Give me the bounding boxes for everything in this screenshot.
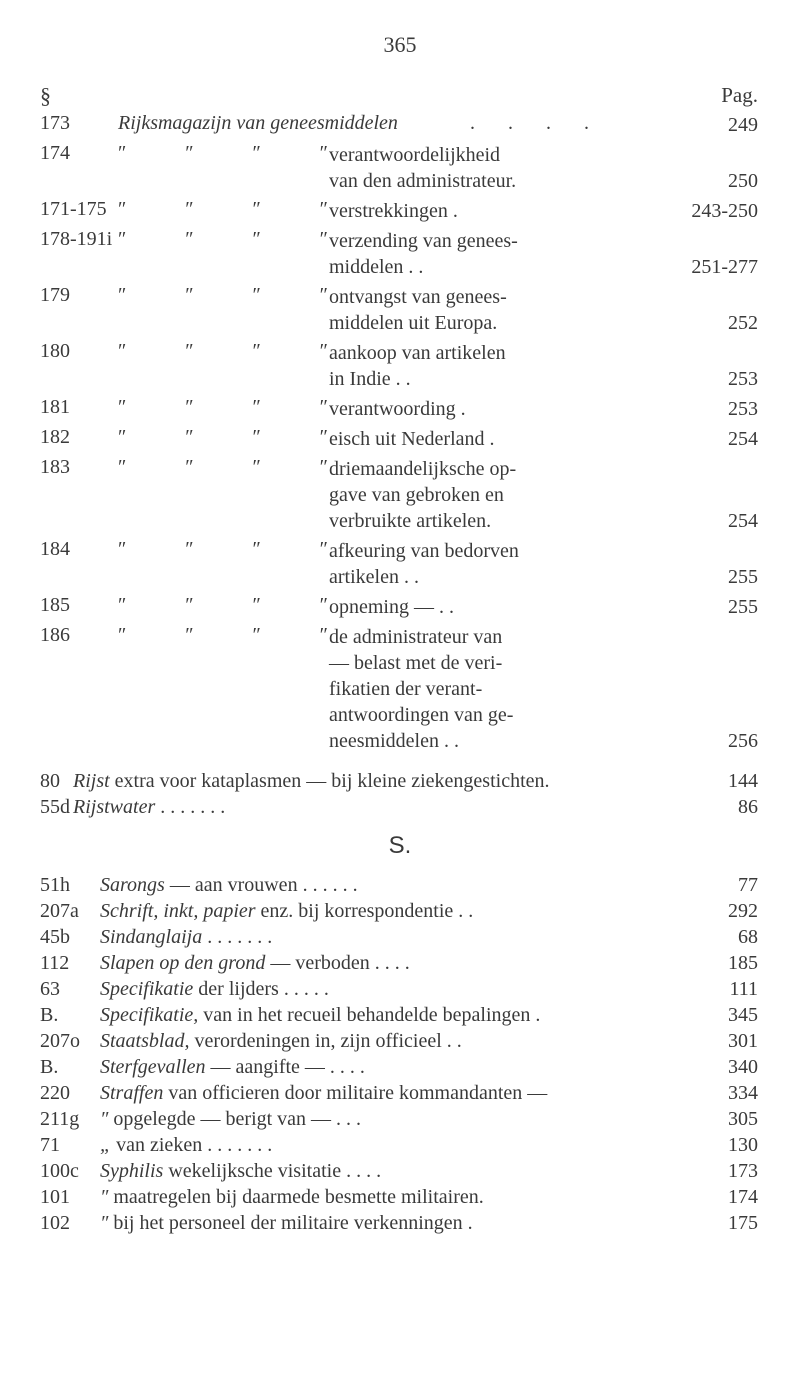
entry-page: 173: [728, 1160, 758, 1182]
entry-page: 86: [738, 796, 758, 818]
index-entry: [0, 340, 800, 392]
index-entry: [0, 1158, 800, 1184]
ditto-mark: ″: [319, 340, 328, 362]
ditto-mark: ″: [118, 198, 127, 220]
ditto-mark: ″: [118, 340, 127, 362]
ditto-mark: ″: [252, 624, 261, 646]
entry-text: verordeningen in, zijn officieel . .: [189, 1030, 462, 1052]
entry-description-line: gave van gebroken en: [329, 484, 504, 506]
entry-description-line: eisch uit Nederland .: [329, 428, 495, 450]
entry-subject: Slapen op den grond: [100, 952, 266, 974]
entry-description-line: antwoordingen van ge-: [329, 704, 514, 726]
ditto-marks: [118, 340, 328, 363]
entry-page: 253: [728, 368, 758, 390]
entry-description-line: artikelen . .: [329, 566, 419, 588]
index-entry: [0, 538, 800, 590]
ditto-mark: ″: [319, 198, 328, 220]
ditto-marks: [118, 142, 328, 165]
ditto-mark: ″: [319, 594, 328, 616]
entry-number: 181: [40, 396, 70, 418]
entry-description-line: in Indie . .: [329, 368, 411, 390]
index-entry: [0, 976, 800, 1002]
index-entry: [0, 1106, 800, 1132]
index-entry: [0, 898, 800, 924]
ditto-mark: ″: [252, 456, 261, 478]
entry-page: 252: [728, 312, 758, 334]
ditto-mark: ″: [319, 142, 328, 164]
entry-number: 63: [40, 978, 60, 1000]
ditto-marks: [118, 624, 328, 647]
entry-description-line: de administrateur van: [329, 626, 503, 648]
entry-description-line: verstrekkingen .: [329, 200, 458, 222]
ditto-mark: ″: [252, 198, 261, 220]
ditto-marks: [118, 198, 328, 221]
ditto-mark: ″: [185, 284, 194, 306]
index-entry: [0, 396, 800, 422]
entry-subject: Rijksmagazijn van geneesmiddelen: [118, 112, 398, 134]
index-entry: [0, 950, 800, 976]
index-entry: [0, 284, 800, 336]
ditto-marks: [118, 228, 328, 251]
entry-page: 255: [728, 566, 758, 588]
index-entry: [0, 1184, 800, 1210]
entry-number: 185: [40, 594, 70, 616]
entry-subject: Sterfgevallen: [100, 1056, 206, 1078]
entry-page: 254: [728, 428, 758, 450]
ditto-marks: [118, 426, 328, 449]
entry-number: 182: [40, 426, 70, 448]
entry-page: 334: [728, 1082, 758, 1104]
entry-text: — aangifte — . . . .: [205, 1056, 365, 1078]
entry-page: 340: [728, 1056, 758, 1078]
entry-number: 174: [40, 142, 70, 164]
entry-description-line: ontvangst van genees-: [329, 286, 507, 308]
index-entry: [0, 768, 800, 794]
entry-number: 55d: [40, 796, 70, 818]
entry-number: 179: [40, 284, 70, 306]
entry-text: extra voor kataplasmen — bij kleine ziekengestichten.: [109, 770, 550, 792]
entry-number: 112: [40, 952, 70, 974]
entry-text: wekelijksche visitatie . . . .: [163, 1160, 382, 1182]
entry-description-line: afkeuring van bedorven: [329, 540, 519, 562]
entry-page: 253: [728, 398, 758, 420]
entry-number: 173: [40, 112, 70, 134]
entry-number: 178-191i: [40, 228, 113, 250]
ditto-mark: ″: [185, 426, 194, 448]
entry-text: — verboden . . . .: [265, 952, 410, 974]
entry-description-line: verantwoordelijkheid: [329, 144, 501, 166]
entry-text: — aan vrouwen . . . . . .: [164, 874, 358, 896]
index-entry: [0, 1132, 800, 1158]
entry-description-line: fikatien der verant-: [329, 678, 483, 700]
ditto-mark: ″: [185, 456, 194, 478]
ditto-mark: ″: [185, 228, 194, 250]
index-entry: [0, 112, 800, 142]
entry-description-line: van den administrateur.: [329, 170, 517, 192]
index-entry: [0, 456, 800, 534]
leader-dots: . . . .: [470, 112, 603, 134]
ditto-mark: ″: [252, 426, 261, 448]
entry-subject: Staatsblad,: [100, 1030, 190, 1052]
ditto-mark: ″: [252, 142, 261, 164]
entry-text: van officieren door militaire kommandanten —: [163, 1082, 548, 1104]
entry-page: 251-277: [691, 256, 758, 278]
entry-subject: Specifikatie: [100, 978, 194, 1000]
section-letter: S.: [388, 832, 412, 859]
entry-number: B.: [40, 1056, 59, 1078]
entry-page: 130: [728, 1134, 758, 1156]
entry-number: 102: [40, 1212, 70, 1234]
entry-subject: Sindanglaija: [100, 926, 203, 948]
entry-description-line: middelen uit Europa.: [329, 312, 498, 334]
entry-text: der lijders . . . . .: [193, 978, 329, 1000]
ditto-marks: [118, 284, 328, 307]
entry-subject: ″: [100, 1212, 109, 1234]
entry-text: . . . . . . .: [202, 926, 273, 948]
ditto-mark: ″: [118, 456, 127, 478]
entry-number: 186: [40, 624, 70, 646]
index-entries: [0, 112, 800, 1236]
entry-description-line: verbruikte artikelen.: [329, 510, 492, 532]
entry-page: 255: [728, 596, 758, 618]
entry-number: 80: [40, 770, 60, 792]
ditto-mark: ″: [252, 340, 261, 362]
ditto-mark: ″: [118, 228, 127, 250]
entry-number: 45b: [40, 926, 70, 948]
page-number: 365: [383, 32, 417, 57]
entry-description-line: — belast met de veri-: [329, 652, 503, 674]
ditto-marks: [118, 538, 328, 561]
index-entry: [0, 142, 800, 194]
index-entry: [0, 872, 800, 898]
entry-description-line: neesmiddelen . .: [329, 730, 459, 752]
entry-description-line: verzending van genees-: [329, 230, 518, 252]
entry-subject: Syphilis: [100, 1160, 164, 1182]
ditto-mark: ″: [252, 228, 261, 250]
entry-number: 211g: [40, 1108, 80, 1130]
entry-subject: ″: [100, 1186, 109, 1208]
ditto-mark: ″: [319, 228, 328, 250]
ditto-mark: ″: [185, 340, 194, 362]
entry-page: 68: [738, 926, 758, 948]
entry-description-line: opneming — . .: [329, 596, 454, 618]
index-entry: [0, 426, 800, 452]
entry-subject: Rijstwater: [73, 796, 156, 818]
entry-text: van zieken . . . . . . .: [111, 1134, 273, 1156]
ditto-mark: ″: [319, 284, 328, 306]
ditto-mark: ″: [185, 538, 194, 560]
ditto-mark: ″: [185, 142, 194, 164]
entry-description-line: middelen . .: [329, 256, 424, 278]
ditto-mark: ″: [185, 594, 194, 616]
ditto-mark: ″: [252, 396, 261, 418]
entry-subject: „: [100, 1134, 112, 1156]
entry-page: 111: [729, 978, 758, 1000]
index-entry: [0, 794, 800, 820]
entry-text: bij het personeel der militaire verkenningen .: [108, 1212, 473, 1234]
entry-description-line: driemaandelijksche op-: [329, 458, 517, 480]
entry-page: 185: [728, 952, 758, 974]
ditto-mark: ″: [252, 594, 261, 616]
entry-number: 100c: [40, 1160, 79, 1182]
entry-number: 180: [40, 340, 70, 362]
entry-page: 301: [728, 1030, 758, 1052]
ditto-mark: ″: [185, 396, 194, 418]
entry-subject: ″: [100, 1108, 109, 1130]
ditto-marks: [118, 594, 328, 617]
entry-text: enz. bij korrespondentie . .: [255, 900, 474, 922]
ditto-mark: ″: [319, 456, 328, 478]
entry-number: 51h: [40, 874, 70, 896]
index-entry: [0, 1080, 800, 1106]
ditto-mark: ″: [185, 624, 194, 646]
ditto-mark: ″: [118, 426, 127, 448]
entry-number: 183: [40, 456, 70, 478]
ditto-mark: ″: [252, 538, 261, 560]
entry-page: 249: [728, 114, 758, 136]
entry-number: 220: [40, 1082, 70, 1104]
entry-text: opgelegde — berigt van — . . .: [108, 1108, 362, 1130]
entry-page: 305: [728, 1108, 758, 1130]
ditto-mark: ″: [319, 426, 328, 448]
entry-page: 174: [728, 1186, 758, 1208]
ditto-marks: [118, 396, 328, 419]
index-entry: [0, 1210, 800, 1236]
ditto-mark: ″: [185, 198, 194, 220]
ditto-mark: ″: [118, 396, 127, 418]
entry-subject: Straffen: [100, 1082, 164, 1104]
entry-number: 184: [40, 538, 70, 560]
entry-text: maatregelen bij daarmede besmette militairen.: [108, 1186, 484, 1208]
entry-page: 77: [738, 874, 758, 896]
ditto-mark: ″: [118, 624, 127, 646]
ditto-mark: ″: [319, 624, 328, 646]
entry-page: 250: [728, 170, 758, 192]
entry-page: 175: [728, 1212, 758, 1234]
entry-page: 292: [728, 900, 758, 922]
ditto-mark: ″: [118, 284, 127, 306]
section-column-header: §: [40, 83, 51, 108]
ditto-mark: ″: [252, 284, 261, 306]
index-entry: [0, 1002, 800, 1028]
entry-subject: Schrift, inkt, papier: [100, 900, 256, 922]
index-entry: [0, 924, 800, 950]
entry-page: 243-250: [691, 200, 758, 222]
ditto-mark: ″: [118, 594, 127, 616]
index-entry: [0, 594, 800, 620]
entry-description-line: verantwoording .: [329, 398, 466, 420]
ditto-mark: ″: [118, 538, 127, 560]
entry-number: 207a: [40, 900, 79, 922]
entry-number: 71: [40, 1134, 60, 1156]
entry-number: 207o: [40, 1030, 80, 1052]
entry-subject: Rijst: [73, 770, 110, 792]
entry-text: van in het recueil behandelde bepalingen .: [198, 1004, 541, 1026]
entry-number: B.: [40, 1004, 59, 1026]
ditto-mark: ″: [319, 538, 328, 560]
page-column-header: Pag.: [721, 83, 758, 107]
index-entry: [0, 198, 800, 224]
entry-description-line: aankoop van artikelen: [329, 342, 506, 364]
ditto-mark: ″: [319, 396, 328, 418]
entry-page: 345: [728, 1004, 758, 1026]
entry-page: 254: [728, 510, 758, 532]
index-entry: [0, 624, 800, 754]
ditto-mark: ″: [118, 142, 127, 164]
index-entry: [0, 1028, 800, 1054]
entry-subject: Specifikatie,: [100, 1004, 199, 1026]
entry-number: 101: [40, 1186, 70, 1208]
entry-subject: Sarongs: [100, 874, 165, 896]
index-entry: [0, 1054, 800, 1080]
index-entry: [0, 228, 800, 280]
entry-page: 256: [728, 730, 758, 752]
ditto-marks: [118, 456, 328, 479]
entry-text: . . . . . . .: [155, 796, 226, 818]
entry-number: 171-175: [40, 198, 107, 220]
entry-page: 144: [728, 770, 758, 792]
